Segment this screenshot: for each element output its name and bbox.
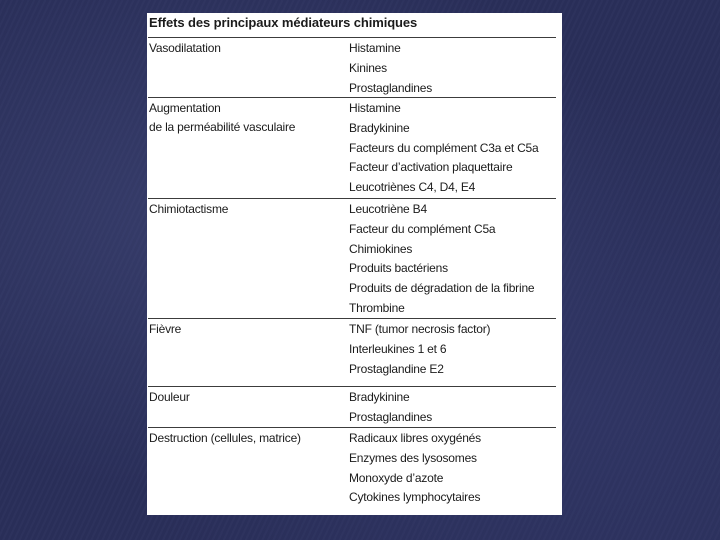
mediator-item: Prostaglandines <box>349 80 433 95</box>
mediator-item: Prostaglandines <box>349 409 433 424</box>
mediator-item: Radicaux libres oxygénés <box>349 431 481 445</box>
scanned-document-page <box>147 13 562 515</box>
mediator-item: Enzymes des lysosomes <box>349 450 477 465</box>
mediator-list <box>345 319 556 386</box>
effect-label: Chimiotactisme <box>149 202 229 216</box>
mediator-item: Facteurs du complément C3a et C5a <box>349 140 539 155</box>
table-row-fievre <box>148 318 556 386</box>
table-row-permeabilite <box>148 97 556 198</box>
mediator-list <box>345 38 556 97</box>
mediator-item: Histamine <box>349 41 401 55</box>
effect-label: de la perméabilité vasculaire <box>149 120 296 135</box>
mediator-item: Monoxyde d’azote <box>349 470 444 485</box>
mediator-item: Facteur d’activation plaquettaire <box>349 160 513 175</box>
effect-label: Vasodilatation <box>149 41 221 55</box>
effect-cell <box>148 38 345 97</box>
table-row-vasodilatation <box>148 37 556 97</box>
mediator-item: Leucotriènes C4, D4, E4 <box>349 180 476 195</box>
effect-cell <box>148 319 345 386</box>
mediator-list <box>345 387 556 427</box>
mediator-item: Bradykinine <box>349 390 410 404</box>
mediator-item: Histamine <box>349 101 401 115</box>
table-row-destruction <box>148 427 556 515</box>
mediator-item: Chimiokines <box>349 241 413 256</box>
mediator-item: TNF (tumor necrosis factor) <box>349 322 491 336</box>
mediator-item: Produits de dégradation de la fibrine <box>349 281 535 296</box>
effect-cell <box>148 428 345 515</box>
table-row-chimiotactisme <box>148 198 556 318</box>
mediator-item: Produits bactériens <box>349 261 448 276</box>
effect-cell <box>148 199 345 318</box>
table-row-douleur <box>148 386 556 427</box>
mediator-item: Leucotriène B4 <box>349 202 427 216</box>
mediator-item: Cytokines lymphocytaires <box>349 490 481 505</box>
mediator-item: Facteur du complément C5a <box>349 221 496 236</box>
effect-label: Destruction (cellules, matrice) <box>149 431 301 445</box>
effect-label: Fièvre <box>149 322 182 336</box>
effect-cell <box>148 98 345 198</box>
mediator-item: Prostaglandine E2 <box>349 361 444 376</box>
effect-label: Augmentation <box>149 101 221 115</box>
document-title: Effets des principaux médiateurs chimiques <box>149 15 418 30</box>
mediator-item: Kinines <box>349 60 387 75</box>
mediator-list <box>345 199 556 318</box>
effect-label: Douleur <box>149 390 190 404</box>
mediator-list <box>345 98 556 198</box>
mediator-item: Bradykinine <box>349 120 410 135</box>
mediator-item: Thrombine <box>349 300 405 315</box>
mediator-item: Interleukines 1 et 6 <box>349 341 447 356</box>
mediators-effects-table <box>148 37 556 515</box>
mediator-list <box>345 428 556 515</box>
effect-cell <box>148 387 345 427</box>
